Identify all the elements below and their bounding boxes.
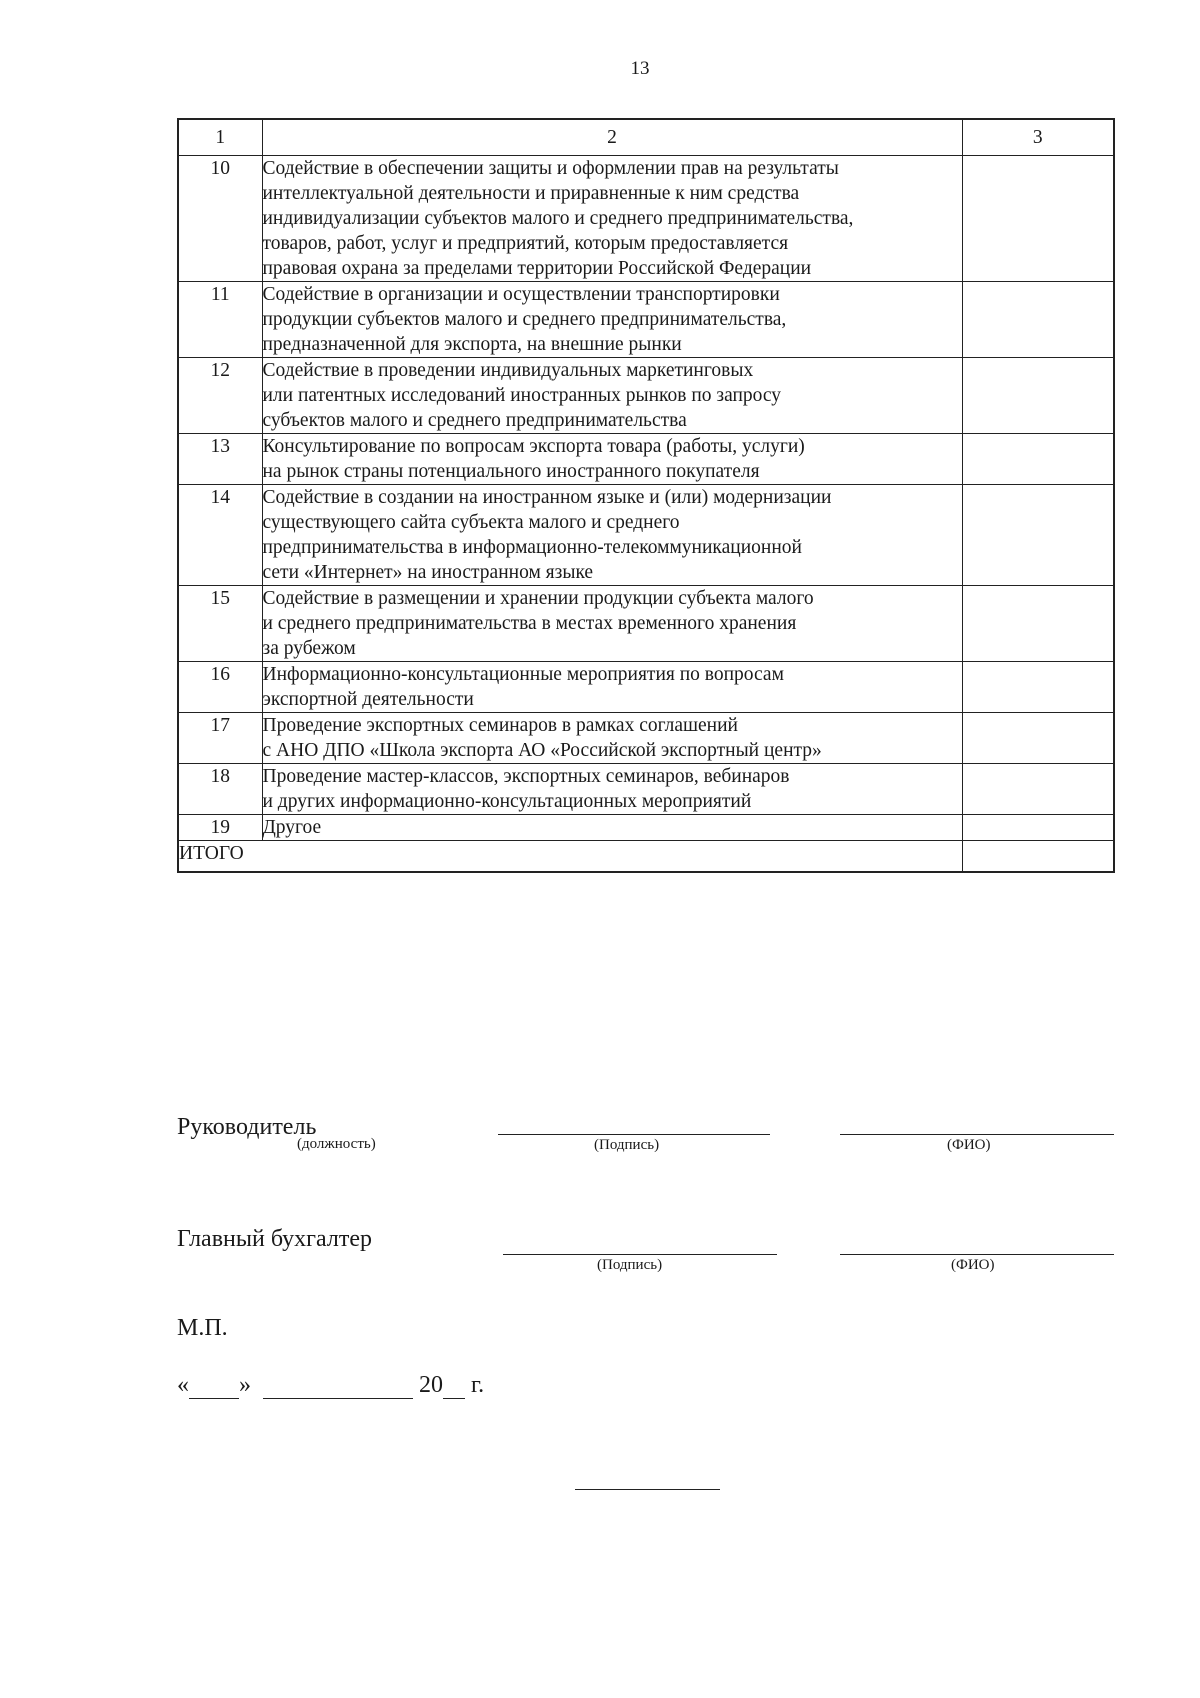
description-line: на рынок страны потенциального иностранного покупателя — [262, 461, 760, 482]
row-description — [262, 434, 962, 485]
description-line: Информационно-консультационные мероприятия по вопросам — [262, 664, 784, 685]
row-value — [962, 713, 1114, 764]
row-description — [262, 358, 962, 434]
row-number: 10 — [178, 156, 262, 282]
accountant-signature-line — [503, 1254, 777, 1255]
accountant-label: Главный бухгалтер — [177, 1226, 372, 1252]
column-header-2: 2 — [262, 119, 962, 156]
row-number: 12 — [178, 358, 262, 434]
description-line: субъектов малого и среднего предпринимательства — [262, 410, 687, 431]
table-body — [178, 156, 1114, 841]
row-value — [962, 434, 1114, 485]
description-line: Содействие в создании на иностранном языке и (или) модернизации — [262, 487, 832, 508]
head-fio-caption: (ФИО) — [947, 1137, 991, 1153]
row-number: 18 — [178, 764, 262, 815]
description-line: Содействие в обеспечении защиты и оформлении прав на результаты — [262, 158, 839, 179]
row-value — [962, 815, 1114, 841]
description-line: Содействие в организации и осуществлении транспортировки — [262, 284, 780, 305]
row-number: 16 — [178, 662, 262, 713]
head-label: Руководитель — [177, 1114, 317, 1140]
head-signature-caption: (Подпись) — [594, 1137, 660, 1153]
description-line: интеллектуальной деятельности и приравненные к ним средства — [262, 183, 800, 204]
row-value — [962, 156, 1114, 282]
position-caption: (должность) — [297, 1136, 376, 1152]
row-value — [962, 586, 1114, 662]
row-value — [962, 662, 1114, 713]
row-number: 14 — [178, 485, 262, 586]
row-description — [262, 815, 962, 841]
row-number: 13 — [178, 434, 262, 485]
description-line: или патентных исследований иностранных рынков по запросу — [262, 385, 782, 406]
description-line: Другое — [262, 817, 322, 838]
description-line: продукции субъектов малого и среднего предпринимательства, — [262, 309, 787, 330]
table-row — [178, 662, 1114, 713]
table-row — [178, 156, 1114, 282]
head-signature-line — [498, 1134, 770, 1135]
row-value — [962, 358, 1114, 434]
row-number: 19 — [178, 815, 262, 841]
row-description — [262, 156, 962, 282]
row-description — [262, 485, 962, 586]
table-row — [178, 713, 1114, 764]
row-description — [262, 586, 962, 662]
description-line: правовая охрана за пределами территории Российской Федерации — [262, 258, 812, 279]
description-line: Проведение экспортных семинаров в рамках соглашений — [262, 715, 738, 736]
description-line: существующего сайта субъекта малого и среднего — [262, 512, 680, 533]
row-value — [962, 485, 1114, 586]
row-value — [962, 764, 1114, 815]
head-fio-line — [840, 1134, 1114, 1135]
description-line: и среднего предпринимательства в местах временного хранения — [262, 613, 797, 634]
description-line: индивидуализации субъектов малого и среднего предпринимательства, — [262, 208, 854, 229]
description-line: Проведение мастер-классов, экспортных семинаров, вебинаров — [262, 766, 790, 787]
row-description — [262, 764, 962, 815]
description-line: товаров, работ, услуг и предприятий, которым предоставляется — [262, 233, 789, 254]
accountant-fio-caption: (ФИО) — [951, 1257, 995, 1273]
month-blank — [263, 1376, 413, 1399]
total-value — [962, 841, 1114, 873]
column-header-3: 3 — [962, 119, 1114, 156]
row-value — [962, 282, 1114, 358]
table-row — [178, 485, 1114, 586]
total-label: ИТОГО — [178, 841, 962, 873]
description-line: предназначенной для экспорта, на внешние рынки — [262, 334, 682, 355]
row-number: 15 — [178, 586, 262, 662]
row-number: 11 — [178, 282, 262, 358]
stamp-label: М.П. — [177, 1315, 228, 1341]
date-open-quote: « — [177, 1372, 189, 1398]
description-line: Консультирование по вопросам экспорта товара (работы, услуги) — [262, 436, 805, 457]
column-header-1: 1 — [178, 119, 262, 156]
accountant-fio-line — [840, 1254, 1114, 1255]
description-line: и других информационно-консультационных мероприятий — [262, 791, 752, 812]
row-description — [262, 713, 962, 764]
day-blank — [189, 1376, 239, 1399]
description-line: сети «Интернет» на иностранном языке — [262, 562, 594, 583]
table-row — [178, 282, 1114, 358]
year-prefix: 20 — [419, 1372, 443, 1398]
year-blank — [443, 1376, 465, 1399]
row-number: 17 — [178, 713, 262, 764]
date-row — [177, 1372, 484, 1399]
total-row — [178, 841, 1114, 873]
page-number: 13 — [630, 58, 650, 79]
description-line: Содействие в проведении индивидуальных маркетинговых — [262, 360, 754, 381]
description-line: с АНО ДПО «Школа экспорта АО «Российской экспортный центр» — [262, 740, 822, 761]
year-suffix: г. — [471, 1372, 485, 1398]
description-line: предпринимательства в информационно-телекоммуникационной — [262, 537, 802, 558]
description-line: Содействие в размещении и хранении продукции субъекта малого — [262, 588, 814, 609]
row-description — [262, 662, 962, 713]
services-table — [177, 118, 1115, 873]
table-row — [178, 764, 1114, 815]
description-line: за рубежом — [262, 638, 356, 659]
table-row — [178, 815, 1114, 841]
table-row — [178, 586, 1114, 662]
date-close-quote: » — [239, 1372, 251, 1398]
table-header-row — [178, 119, 1114, 156]
table-row — [178, 358, 1114, 434]
row-description — [262, 282, 962, 358]
accountant-signature-caption: (Подпись) — [597, 1257, 663, 1273]
table-row — [178, 434, 1114, 485]
end-line — [575, 1489, 720, 1490]
description-line: экспортной деятельности — [262, 689, 474, 710]
